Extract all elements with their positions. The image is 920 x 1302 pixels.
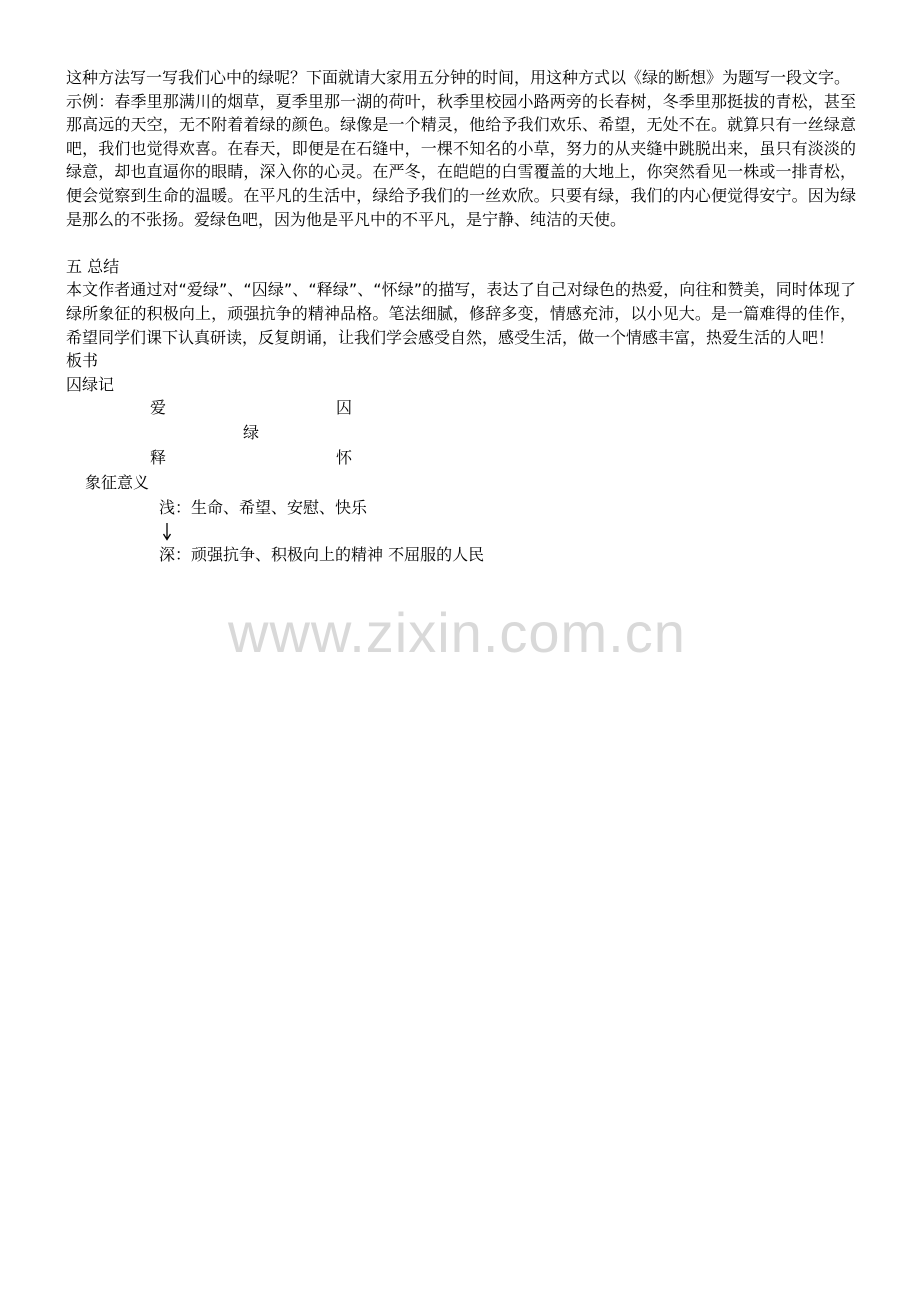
board-imprison: 囚: [336, 398, 353, 418]
summary-heading: 五 总结: [66, 256, 120, 276]
board-title: 囚绿记: [66, 374, 115, 394]
board-row-top: [66, 396, 856, 421]
board-row-center: [66, 421, 856, 446]
board-row-bottom: [66, 446, 856, 471]
symbol-deep: 深：顽强抗争、积极向上的精神 不屈服的人民: [159, 545, 485, 565]
board-row-deep: [66, 543, 856, 568]
board-miss: 怀: [336, 448, 353, 468]
board-heading: 板书: [66, 351, 99, 371]
symbol-heading: 象征意义: [85, 473, 150, 493]
summary-paragraph: 本文作者通过对“爱绿”、“囚绿”、“释绿”、“怀绿”的描写，表达了自己对绿色的热爱，向往和赞美，同时体现了绿所象征的积极向上，顽强抗争的精神品格。笔法细腻，修辞多变，情感充沛，以小见大。是一篇难得的佳作，希望同学们课下认真研读，反复朗诵，让我们学会感受自然，感受生活，做一个情感丰富，热爱生活的人吧！: [66, 280, 856, 347]
watermark: www.zixin.com.cn: [228, 601, 686, 664]
board-row-shallow: [66, 496, 856, 521]
board-love: 爱: [150, 398, 167, 418]
symbol-shallow: 浅：生命、希望、安慰、快乐: [159, 498, 368, 518]
intro-paragraph: 这种方法写一写我们心中的绿呢？下面就请大家用五分钟的时间，用这种方式以《绿的断想》为题写一段文字。: [66, 68, 851, 87]
board-green: 绿: [243, 423, 260, 443]
down-arrow-icon: [66, 521, 856, 543]
document-page: [66, 66, 856, 568]
board-release: 释: [150, 448, 167, 468]
board-row-symbol: [66, 471, 856, 496]
blank-line: [66, 231, 856, 255]
example-paragraph: 示例：春季里那满川的烟草，夏季里那一湖的荷叶，秋季里校园小路两旁的长春树，冬季里那挺拔的青松，甚至那高远的天空，无不附着着绿的颜色。绿像是一个精灵，他给予我们欢乐、希望，无处不在。就算只有一丝绿意吧，我们也觉得欢喜。在春天，即便是在石缝中，一棵不知名的小草，努力的从夹缝中跳脱出来，虽只有淡淡的绿意，却也直逼你的眼睛，深入你的心灵。在严冬，在皑皑的白雪覆盖的大地上，你突然看见一株或一排青松，便会觉察到生命的温暖。在平凡的生活中，绿给予我们的一丝欢欣。只要有绿，我们的内心便觉得安宁。因为绿是那么的不张扬。爱绿色吧，因为他是平凡中的不平凡，是宁静、纯洁的天使。: [66, 91, 856, 229]
